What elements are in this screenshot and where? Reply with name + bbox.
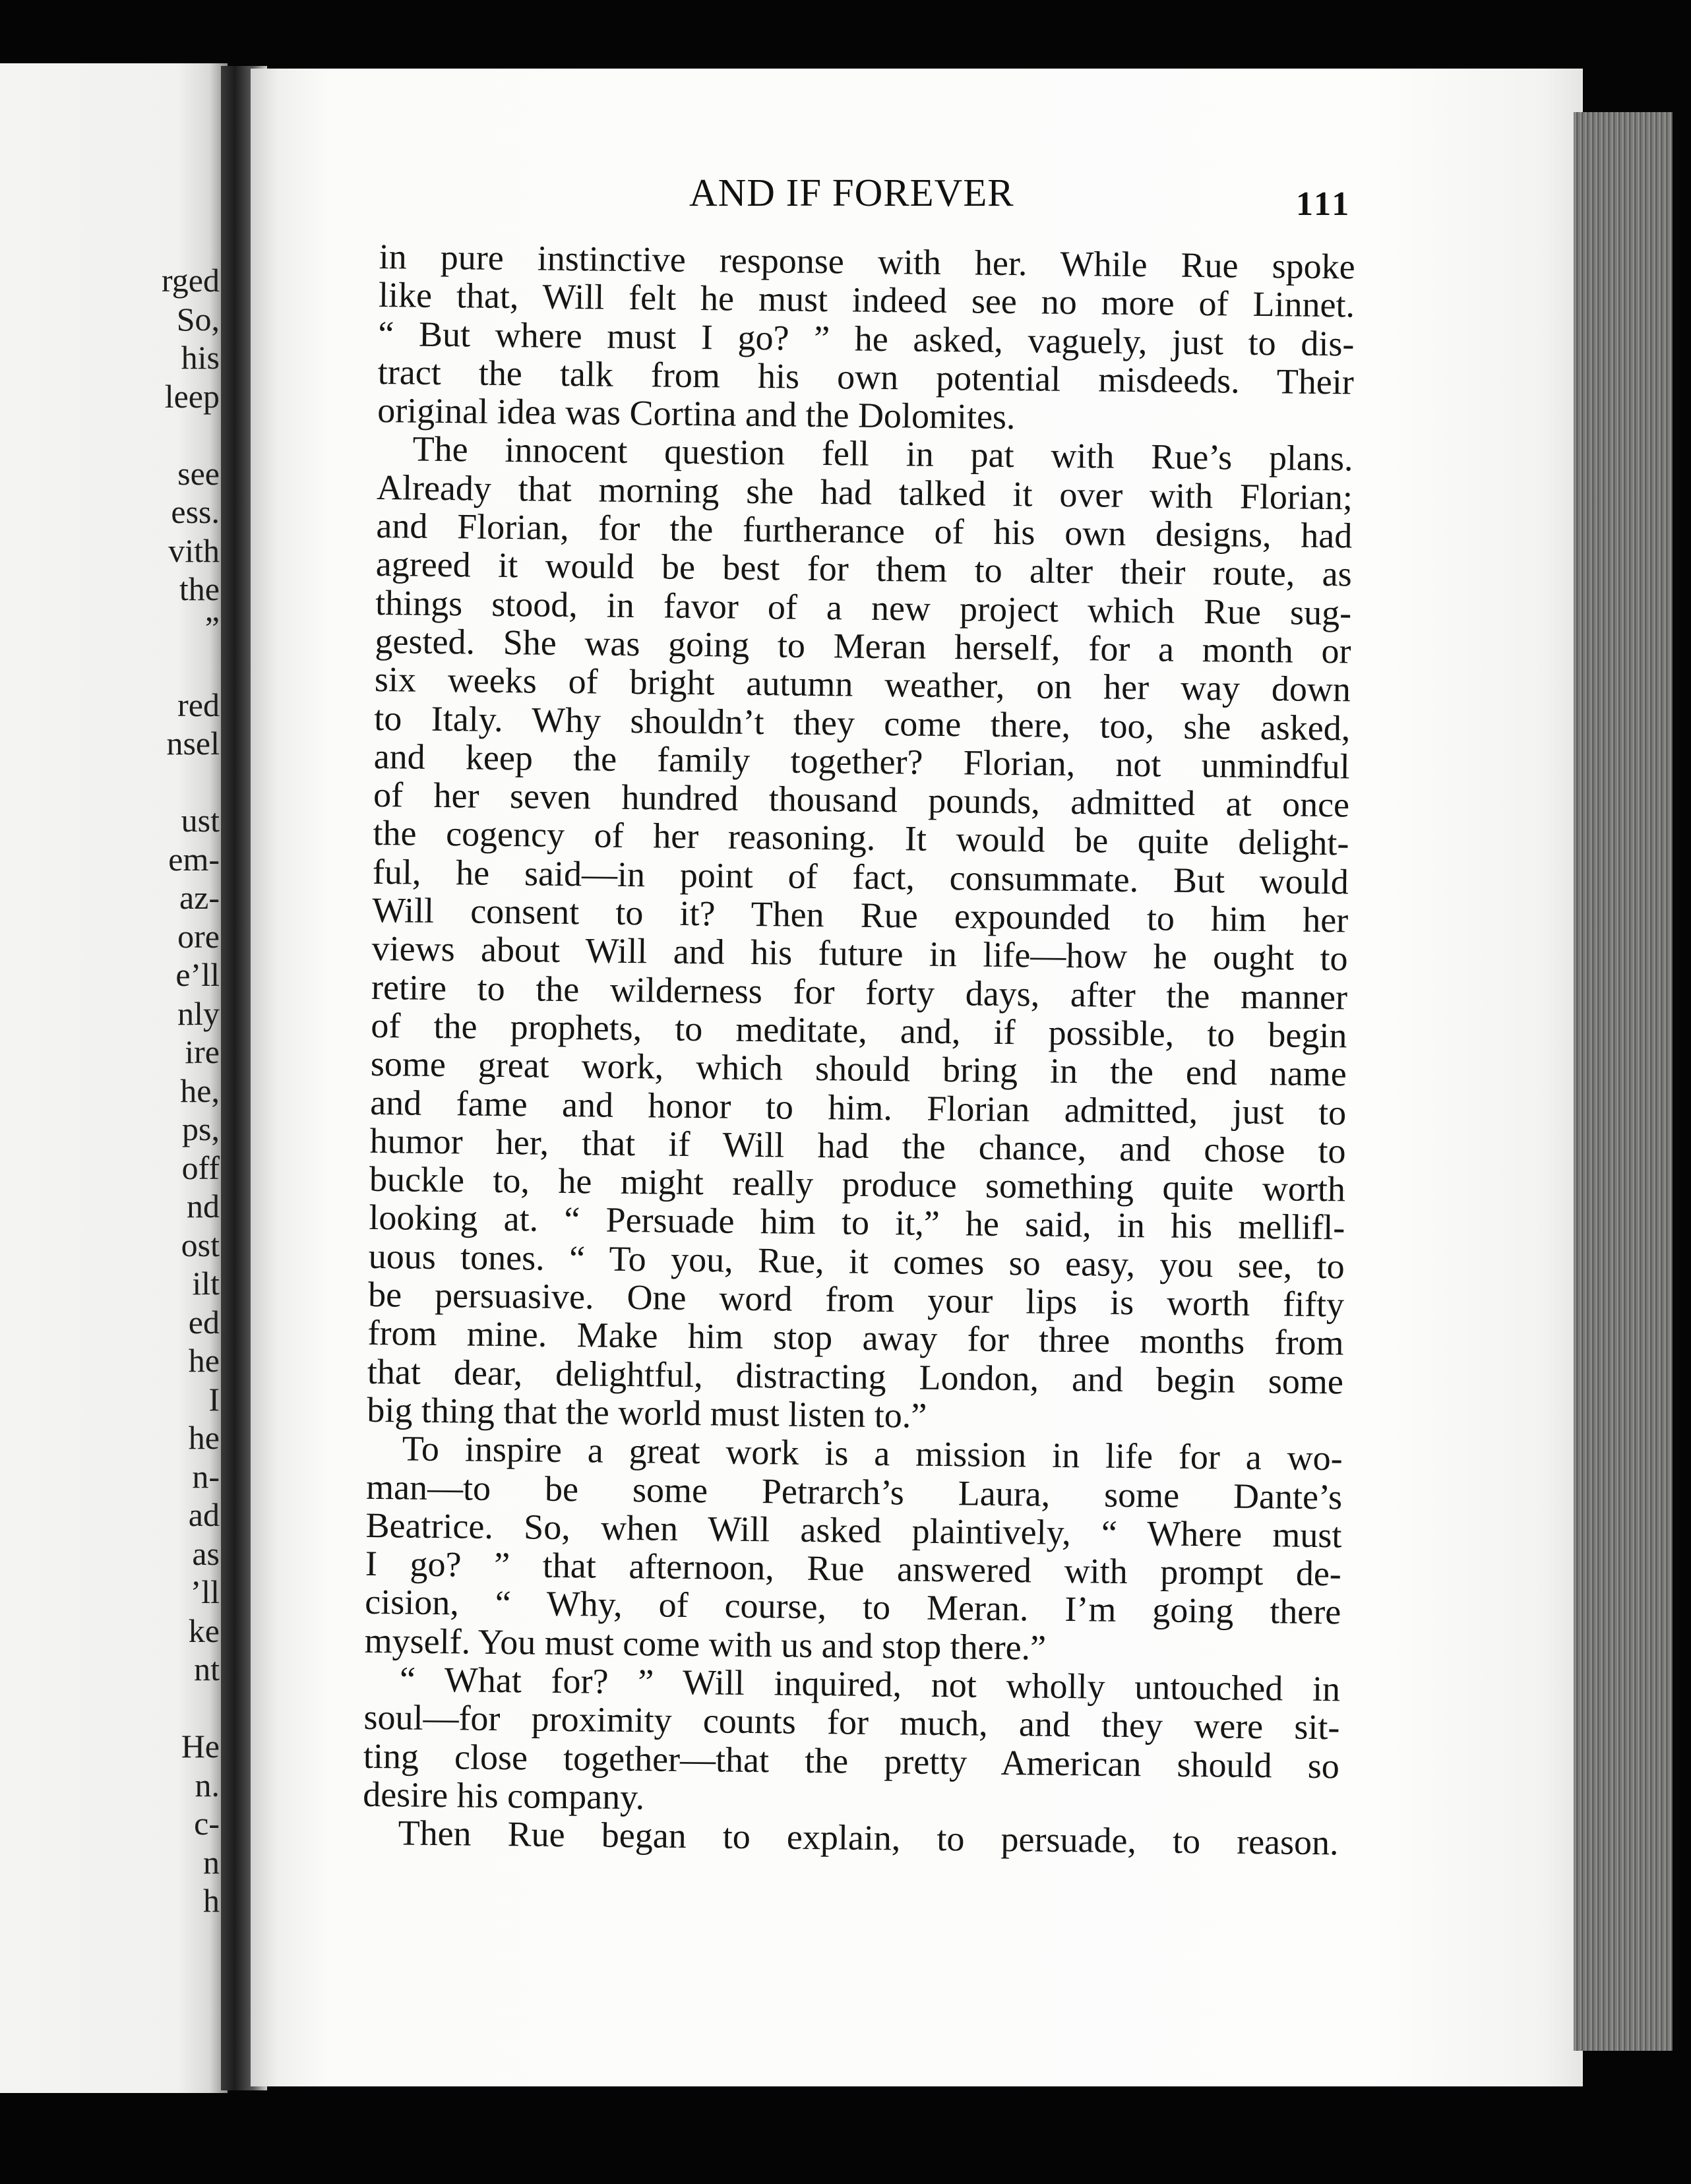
facing-page-fragment: off [181,1149,220,1186]
facing-page-fragment: nly [177,994,220,1032]
text-line: buckle to, he might really produce something quite worth [369,1159,1346,1209]
text-line: in pure instinctive response with her. While Rue spoke [379,237,1355,287]
facing-page-fragment: the [179,570,220,607]
page-edges [1574,112,1673,2051]
facing-page-fragment: nsel [166,725,220,762]
facing-page-fragment: ust [181,802,220,839]
facing-page-fragment: n- [192,1457,220,1495]
facing-page-fragment: ke [188,1612,220,1649]
text-line: that dear, delightful, distracting London, and begin some [367,1351,1344,1402]
text-line: “ What for? ” Will inquired, not wholly untouched in [399,1659,1341,1709]
facing-page-fragment: red [177,686,220,723]
text-line: The innocent question fell in pat with Rue’s plans. [412,429,1353,479]
text-line: of the prophets, to meditate, and, if possible, to begin [371,1005,1347,1056]
text-line: I go? ” that afternoon, Rue answered with prompt de- [365,1543,1342,1594]
text-line: agreed it would be best for them to alter their route, as [375,544,1353,594]
text-line: myself. You must come with us and stop there.” [364,1620,1047,1668]
facing-page-fragment: ” [204,609,220,646]
text-line: of her seven hundred thousand pounds, admitted at once [373,775,1350,825]
page-number: 111 [1296,185,1352,223]
text-line: big thing that the world must listen to.” [367,1389,927,1436]
text-line: ting close together—that the pretty American should so [363,1736,1340,1786]
facing-page-fragment: n [203,1843,220,1881]
facing-page-fragment: nt [194,1651,220,1687]
text-line: and fame and honor to him. Florian admitted, just to [369,1082,1347,1132]
facing-page-fragment: ad [188,1496,220,1533]
text-line: and keep the family together? Florian, not unmindful [373,736,1350,787]
facing-page-fragment: leep [164,377,220,415]
text-line: and Florian, for the furtherance of his own designs, had [376,506,1353,556]
text-line: be persuasive. One word from your lips is worth fifty [367,1274,1345,1325]
facing-page-fragment: az- [179,879,220,916]
text-line: “ But where must I go? ” he asked, vaguely, just to dis- [378,313,1355,364]
facing-page [0,63,228,2093]
text-line: some great work, which should bring in the end name [370,1044,1347,1094]
facing-page-fragment: vith [168,531,220,569]
facing-page-fragment: he, [180,1072,220,1109]
facing-page-fragment: ess. [171,493,220,530]
facing-page-fragment: rged [162,262,220,299]
body-text [362,237,1355,1862]
facing-page-fragment: h [203,1882,220,1919]
facing-page-fragment: ire [185,1033,220,1070]
text-line: six weeks of bright autumn weather, on her way down [374,659,1351,710]
facing-page-fragment: He [181,1728,220,1765]
text-line: gested. She was going to Meran herself, for a month or [375,621,1351,671]
facing-page-fragment: ps, [182,1110,220,1147]
text-line: views about Will and his future in life—how he ought to [371,928,1348,979]
text-line: Beatrice. So, when Will asked plaintively, “ Where must [365,1505,1342,1556]
facing-page-fragment: ilt [192,1265,220,1302]
text-line: Already that morning she had talked it over with Florian; [376,467,1353,518]
text-line: To inspire a great work is a mission in life for a wo- [402,1428,1343,1478]
facing-page-fragment: c- [194,1805,220,1842]
text-line: things stood, in favor of a new project which Rue sug- [375,582,1352,633]
facing-page-fragment: he [188,1419,220,1456]
text-line: the cogency of her reasoning. It would be quite delight- [373,813,1349,863]
facing-page-fragment: ore [177,917,220,955]
text-line: to Italy. Why shouldn’t they come there, too, she asked, [374,698,1351,748]
text-line: desire his company. [362,1774,645,1817]
facing-page-fragment: nd [187,1188,220,1225]
text-line: cision, “ Why, of course, to Meran. I’m going there [365,1582,1341,1632]
text-line: uous tones. “ To you, Rue, it comes so easy, you see, to [368,1236,1345,1287]
text-line: from mine. Make him stop away for three months from [367,1313,1344,1363]
text-line: Then Rue began to explain, to persuade, to reason. [398,1813,1339,1863]
text-line: tract the talk from his own potential misdeeds. Their [377,351,1355,402]
facing-page-fragment: I [208,1380,220,1418]
text-line: looking at. “ Persuade him to it,” he said, in his mellifl- [369,1198,1345,1248]
facing-page-fragment: n. [195,1766,220,1804]
text-line: ful, he said—in point of fact, consummate. But would [372,851,1349,902]
text-line: retire to the wilderness for forty days, after the manner [371,967,1348,1017]
facing-page-fragment: as [192,1534,220,1572]
running-title: AND IF FOREVER [689,171,1014,214]
text-line: Will consent to it? Then Rue expounded to him her [372,890,1349,940]
facing-page-fragment: em- [168,840,220,878]
text-line: man—to be some Petrarch’s Laura, some Dante’s [365,1467,1343,1517]
facing-page-fragment: e’ll [175,956,220,993]
text-line: humor her, that if Will had the chance, and chose to [369,1120,1346,1171]
facing-page-fragment: see [177,454,220,492]
text-line: original idea was Cortina and the Dolomites. [377,390,1016,437]
facing-page-fragment: his [181,339,220,376]
text-line: soul—for proximity counts for much, and they were sit- [363,1697,1340,1747]
facing-page-fragment: he [188,1342,220,1379]
facing-page-fragment: ost [181,1226,220,1263]
facing-page-fragment: ’ll [190,1573,220,1610]
facing-page-fragment: ed [188,1303,220,1341]
text-line: like that, Will felt he must indeed see no more of Linnet. [378,275,1355,325]
facing-page-fragment: So, [176,300,220,338]
